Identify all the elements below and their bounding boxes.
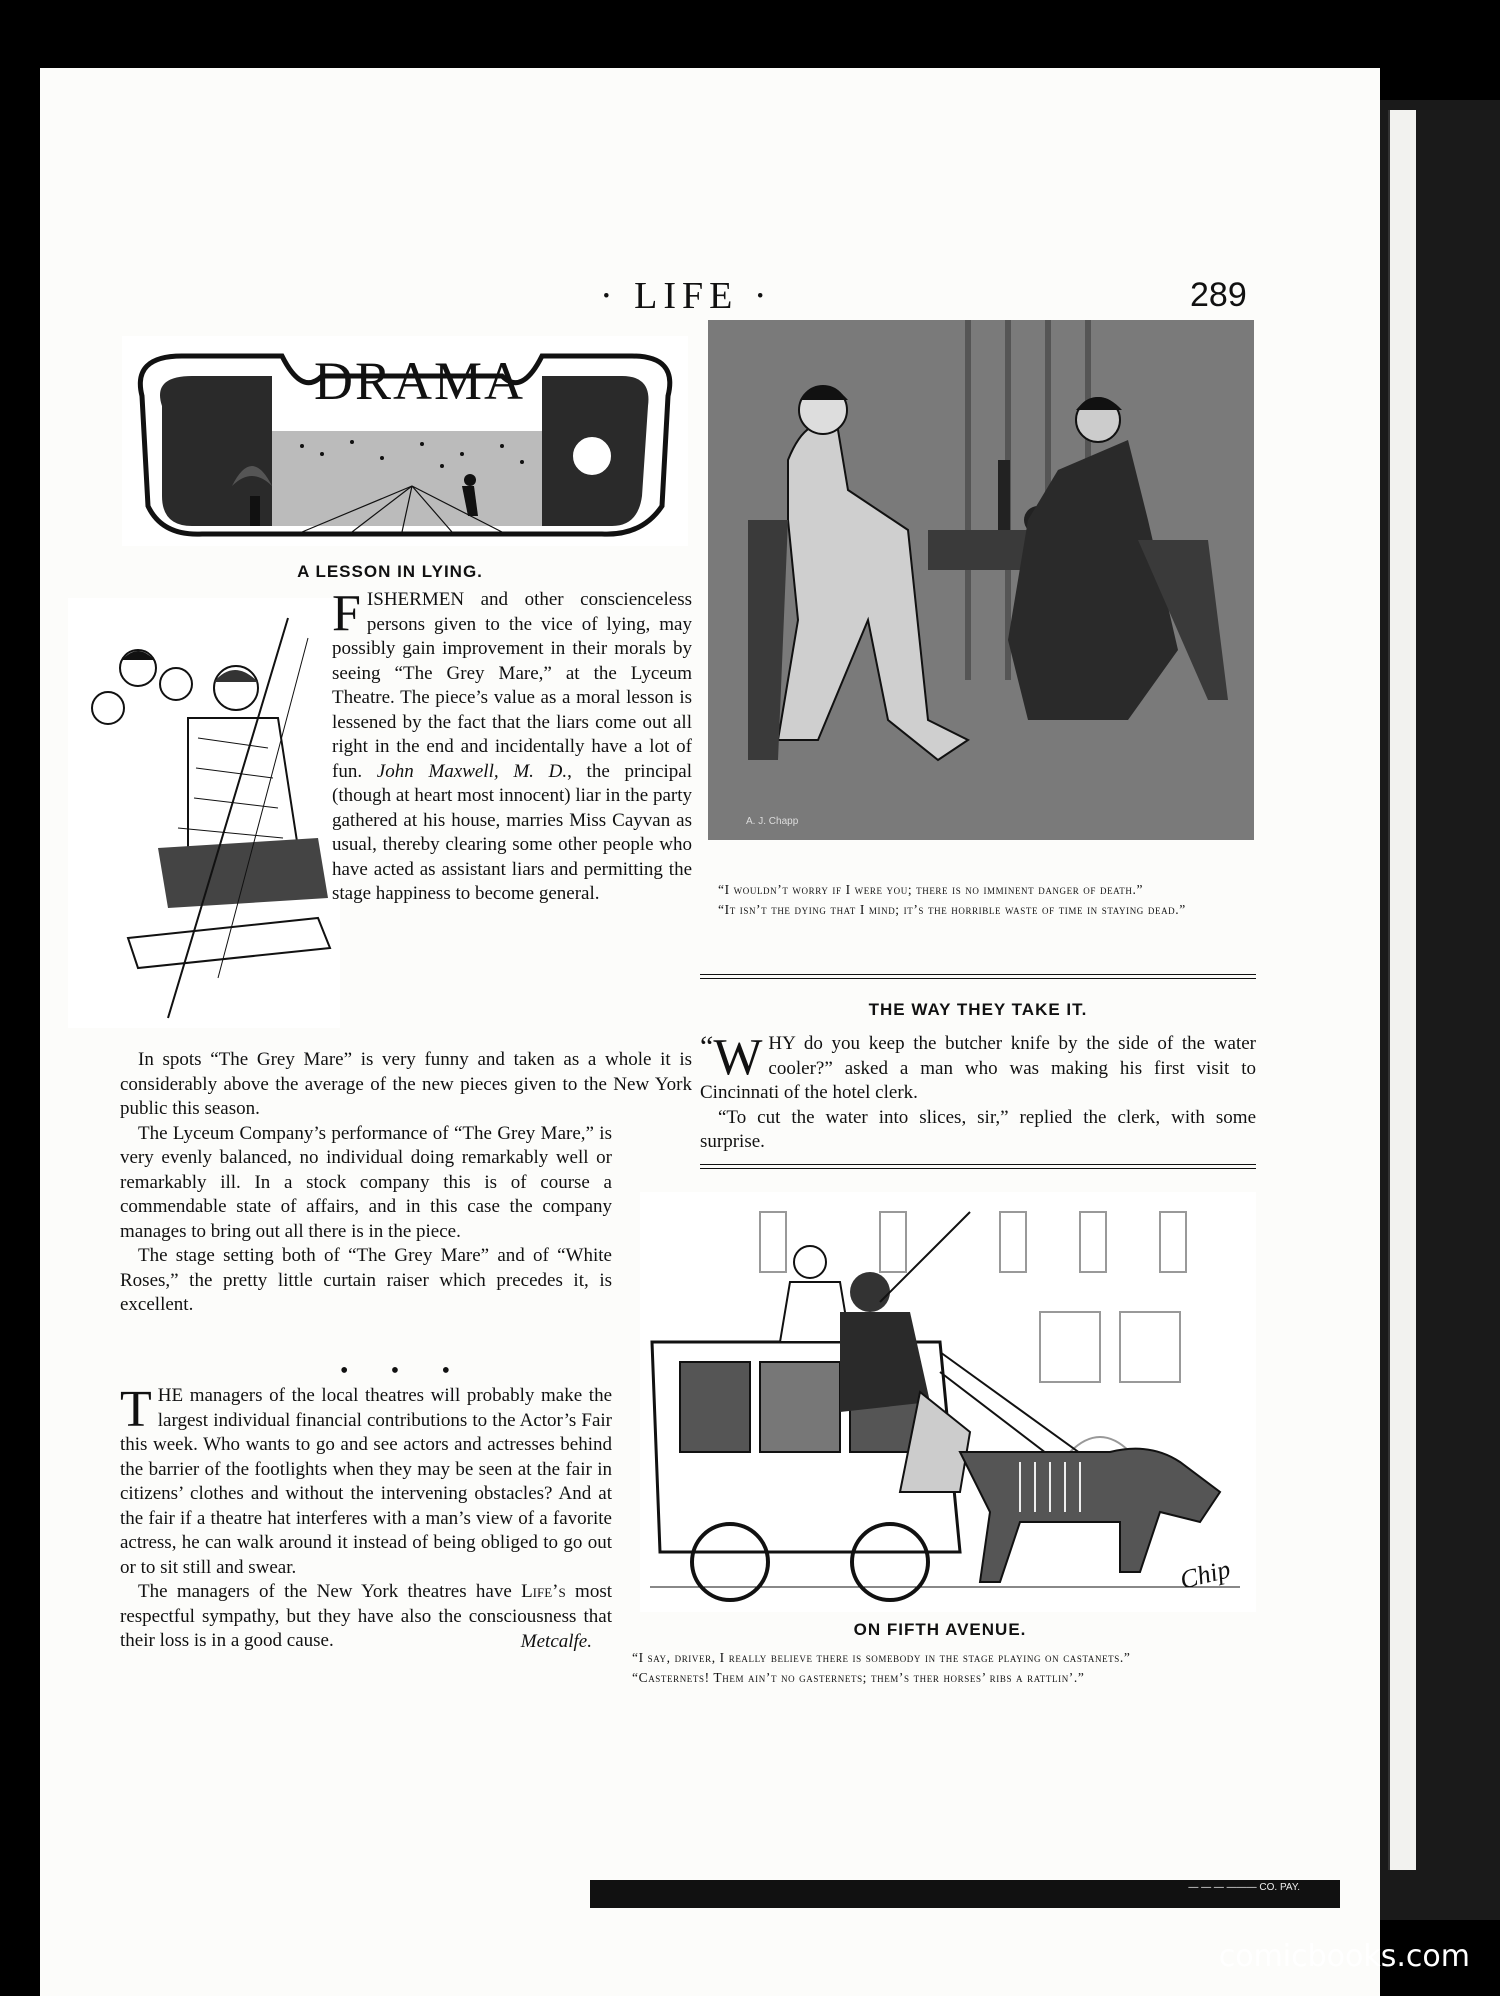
cartoon2-caption-line-1: “I say, driver, I really believe there is somebody in the stage playing on castanets.” bbox=[632, 1650, 1131, 1665]
next-page-edge bbox=[1388, 110, 1416, 1870]
article2-p2-start: The managers of the New York theatres have bbox=[138, 1581, 522, 1602]
separator-dot: • bbox=[340, 1358, 349, 1384]
joke-open-quote: “ bbox=[700, 1030, 714, 1063]
article1-paragraph-4: The stage setting both of “The Grey Mare” and of “White Roses,” the pretty little curtain raiser which precedes it, is excellent. bbox=[120, 1245, 612, 1315]
cartoon2-caption-line-2: “Casternets! Them ain’t no gasternets; them’s ther horses’ ribs a rattlin’.” bbox=[632, 1670, 1085, 1685]
article2-paragraph-1: HE managers of the local theatres will probably make the largest individual financial contributions to the Actor’s Fair this week. Who wants to go and see actors and actresses behind the barrier of the footlights when they may be seen at the fair in citizens’ clothes and without the intervening obstacles? And at the fair if a theatre hat interferes with a man’s view of a favorite actress, he can walk around it instead of being obliged to go out or to sit still and swear. bbox=[120, 1385, 612, 1578]
life-magazine-name: Life’s bbox=[521, 1581, 566, 1602]
section-rule bbox=[700, 974, 1256, 979]
separator-dot: • bbox=[441, 1358, 450, 1384]
cartoon-two-gentlemen-art bbox=[708, 320, 1254, 840]
cartoon1-artist-signature: A. J. Chapp bbox=[746, 816, 799, 827]
page-number: 289 bbox=[1190, 276, 1247, 314]
cartoon2-caption bbox=[614, 1648, 1256, 1688]
cartoon-fifth-avenue-art bbox=[640, 1192, 1256, 1612]
article1-paragraph-3: The Lyceum Company’s performance of “The Grey Mare,” is very evenly balanced, no individual doing remarkably well or remarkably ill. In a stock company this is of course a commendable state of affairs, and in this case the company manages to bring out all there is in the piece. bbox=[120, 1122, 612, 1242]
joke-paragraph-2: “To cut the water into slices, sir,” replied the clerk, with some surprise. bbox=[700, 1106, 1256, 1152]
article2-body bbox=[120, 1381, 613, 1654]
article1-p1-name: John Maxwell, M. D. bbox=[376, 760, 568, 782]
article1-paragraph-2: In spots “The Grey Mare” is very funny and taken as a whole it is considerably above the average of the new pieces given to the New York public this season. bbox=[120, 1049, 692, 1119]
section-rule bbox=[700, 1164, 1256, 1169]
article1-paragraph-1 bbox=[332, 585, 693, 907]
joke-body bbox=[700, 1029, 1256, 1155]
article-heading-lesson-in-lying: A LESSON IN LYING. bbox=[297, 562, 483, 581]
fishermen-illustration bbox=[68, 598, 340, 1028]
article1-p1-text: ISHERMEN and other conscienceless persons given to the vice of lying, may possibly gain improvement in their morals by seeing “The Grey Mare,” at the Lyceum Theatre. The piece’s value as a moral lesson is lessened by the fact that the liars come out all right in the end and incidentally have a lot of fun. bbox=[332, 589, 692, 782]
dropcap-w: W bbox=[713, 1029, 763, 1086]
scrap-strip: — — — ——— CO. PAY. bbox=[590, 1880, 1340, 1908]
dropcap-f: F bbox=[332, 585, 361, 642]
article1-p1-rest: , the principal (though at heart most innocent) liar in the party gathered at his house, marries Miss Cayvan as usual, thereby clearing some other people who have acted as assistant liars and permitting the stage happiness to become general. bbox=[332, 760, 693, 904]
article1-body bbox=[332, 585, 693, 907]
article1-continued bbox=[120, 1048, 692, 1318]
banner-title: DRAMA bbox=[314, 351, 526, 411]
joke-heading: THE WAY THEY TAKE IT. bbox=[868, 1000, 1088, 1019]
cartoon1-caption-line-1: “I wouldn’t worry if I were you; there is no imminent danger of death.” bbox=[718, 882, 1144, 897]
cartoon1-caption bbox=[700, 880, 1256, 920]
cartoon2-heading: ON FIFTH AVENUE. bbox=[853, 1620, 1027, 1639]
article2-p2-end: most respectful sympathy, but they have also the consciousness that their loss is in a good cause. bbox=[120, 1581, 613, 1651]
running-title: · LIFE · bbox=[600, 275, 773, 317]
cartoon1-caption-line-2: “It isn’t the dying that I mind; it’s the horrible waste of time in staying dead.” bbox=[718, 902, 1186, 917]
author-signature: Metcalfe. bbox=[520, 1630, 592, 1652]
dropcap-t: T bbox=[120, 1381, 152, 1438]
cartoon-fifth-avenue bbox=[640, 1192, 1256, 1612]
separator-dot: • bbox=[390, 1358, 400, 1384]
section-separator bbox=[340, 1358, 450, 1385]
magazine-page bbox=[40, 68, 1380, 1996]
cartoon-two-gentlemen bbox=[708, 320, 1254, 840]
drama-banner bbox=[122, 336, 688, 546]
fishermen-sketch bbox=[68, 598, 340, 1028]
site-watermark: comicbooks.com bbox=[1218, 1939, 1470, 1974]
cartoon2-artist-signature: Chip bbox=[1177, 1554, 1234, 1595]
joke-paragraph-1: HY do you keep the butcher knife by the side of the water cooler?” asked a man who was making his first visit to Cincinnati of the hotel clerk. bbox=[700, 1033, 1256, 1103]
